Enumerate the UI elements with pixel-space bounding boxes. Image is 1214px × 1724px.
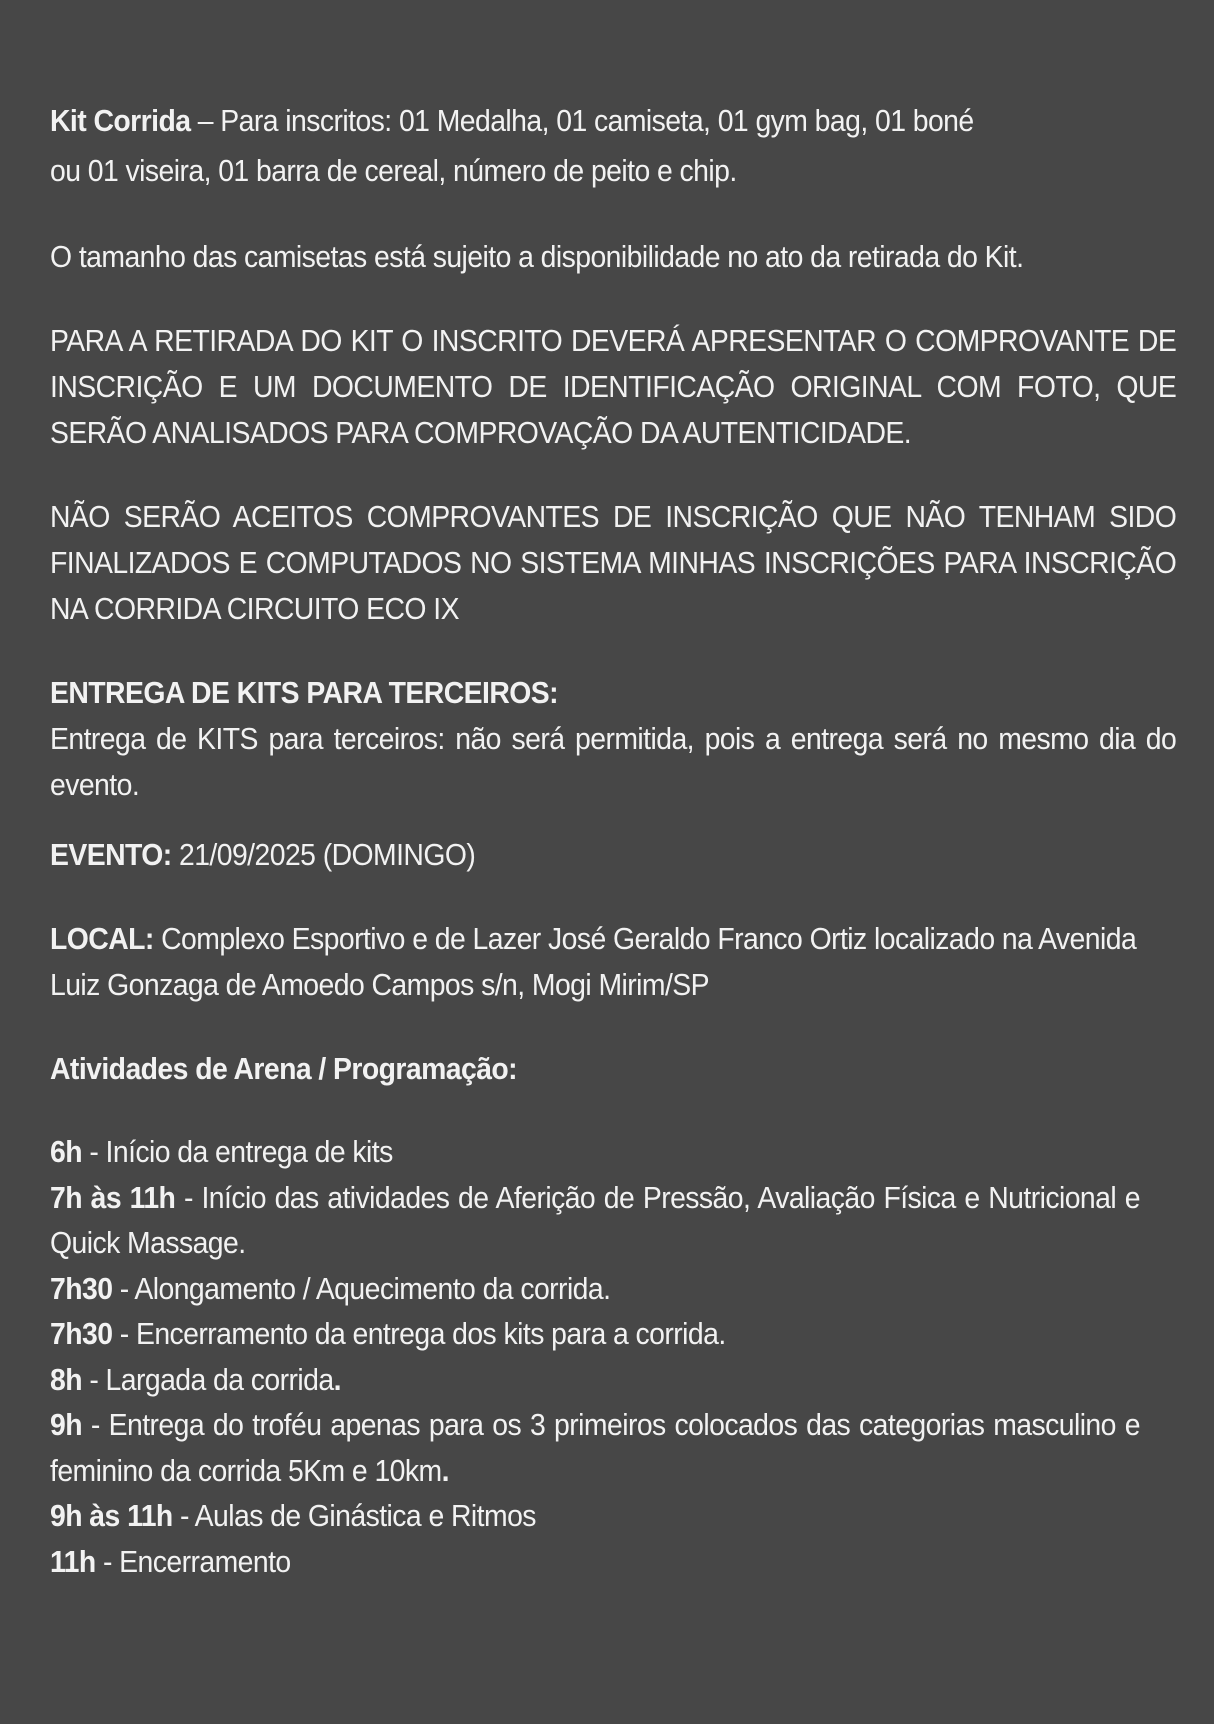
document-page [50,96,1176,1585]
schedule-time: 7h30 [50,1271,113,1306]
schedule-heading: Atividades de Arena / Programação: [50,1052,518,1086]
shirt-note: O tamanho das camisetas está sujeito a disponibilidade no ato da retirada do Kit. [50,240,1024,274]
schedule-item [50,1130,1140,1176]
local-label: LOCAL: [50,922,154,956]
kit-text: – Para inscritos: 01 Medalha, 01 camiseta, 01 gym bag, 01 boné ou 01 viseira, 01 barra de cereal, número de peito e chip. [50,104,974,188]
schedule-end: . [441,1453,449,1488]
pickup-requirements: PARA A RETIRADA DO KIT O INSCRITO DEVERÁ APRESENTAR O COMPROVANTE DE INSCRIÇÃO E UM DOCUMENTO DE IDENTIFICAÇÃO ORIGINAL COM FOTO, QUE SERÃO ANALISADOS PARA COMPROVAÇÃO DA AUTENTICIDADE. [50,324,1177,450]
event-label: EVENTO: [50,838,172,872]
schedule-text: - Entrega do troféu apenas para os 3 primeiros colocados das categorias masculino e feminino da corrida 5Km e 10km [50,1408,1140,1488]
schedule-text: - Aulas de Ginástica e Ritmos [172,1499,536,1533]
schedule-item [50,1540,1140,1586]
kit-paragraph [50,96,989,196]
schedule-item [50,1176,1140,1267]
schedule-list [50,1130,1140,1585]
third-party-text: Entrega de KITS para terceiros: não será permitida, pois a entrega será no mesmo dia do evento. [50,722,1177,802]
schedule-time: 8h [50,1362,82,1397]
schedule-time: 7h às 11h [50,1180,176,1215]
schedule-text: - Início da entrega de kits [81,1135,393,1169]
schedule-item [50,1358,1140,1404]
schedule-time: 9h [50,1408,82,1442]
schedule-text: - Largada da corrida [81,1362,334,1397]
schedule-item [50,1403,1140,1494]
schedule-item [50,1312,1140,1358]
schedule-item [50,1267,1140,1313]
schedule-text: - Início das atividades de Aferição de Pressão, Avaliação Física e Nutricional e Quick Massage. [50,1180,1140,1260]
schedule-text: - Alongamento / Aquecimento da corrida. [112,1271,611,1306]
local-address: Complexo Esportivo e de Lazer José Geraldo Franco Ortiz localizado na Avenida Luiz Gonzaga de Amoedo Campos s/n, Mogi Mirim/SP [50,922,1137,1002]
schedule-text: - Encerramento [95,1544,291,1579]
event-line [50,832,1176,878]
not-accepted-notice: NÃO SERÃO ACEITOS COMPROVANTES DE INSCRIÇÃO QUE NÃO TENHAM SIDO FINALIZADOS E COMPUTADOS NO SISTEMA MINHAS INSCRIÇÕES PARA INSCRIÇÃO NA CORRIDA CIRCUITO ECO IX [50,500,1177,626]
schedule-text: - Encerramento da entrega dos kits para a corrida. [112,1317,726,1351]
schedule-end: . [333,1362,341,1397]
kit-title: Kit Corrida [50,104,191,138]
local-paragraph [50,916,1140,1008]
schedule-item [50,1494,1140,1540]
schedule-time: 6h [50,1135,82,1169]
event-date: 21/09/2025 (DOMINGO) [171,838,476,872]
third-party-heading: ENTREGA DE KITS PARA TERCEIROS: [50,676,559,710]
schedule-time: 7h30 [50,1317,113,1351]
schedule-time: 11h [50,1544,96,1579]
schedule-time: 9h às 11h [50,1499,173,1533]
